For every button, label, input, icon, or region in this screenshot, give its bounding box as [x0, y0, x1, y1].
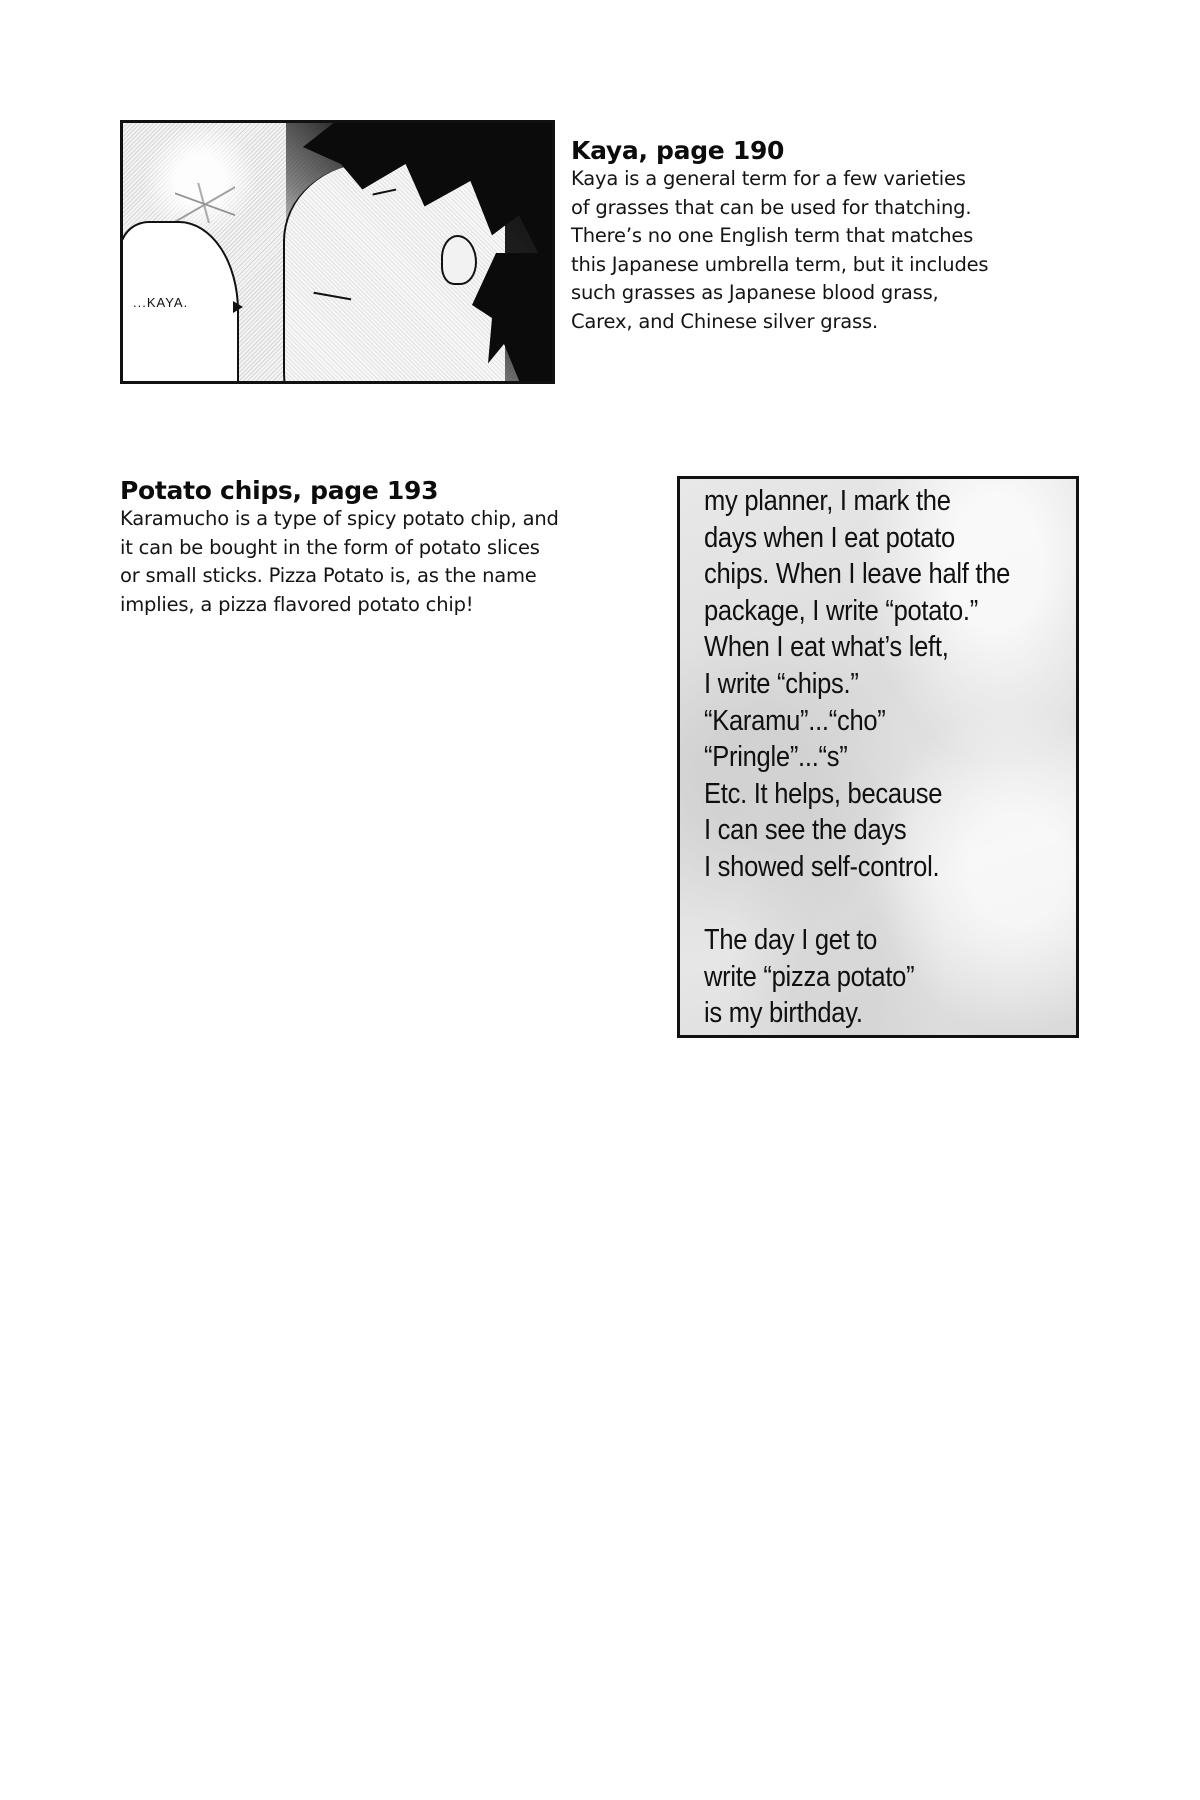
speech-bubble-text: ...KAYA. [133, 295, 189, 310]
note-body-line: such grasses as Japanese blood grass, [571, 281, 939, 304]
manga-panel-kaya [120, 120, 555, 384]
note-title: Potato chips, page 193 [120, 476, 439, 505]
note-body-line: or small sticks. Pizza Potato is, as the name [120, 564, 537, 587]
note-body-line: There’s no one English term that matches [571, 224, 974, 247]
note-body-line: Kaya is a general term for a few varieties [571, 167, 966, 190]
translation-note-potato-chips [120, 477, 640, 619]
planner-line: days when I eat potato [704, 521, 955, 554]
planner-line: “Pringle”...“s” [704, 741, 848, 774]
planner-line: I write “chips.” [704, 667, 859, 700]
planner-line: Etc. It helps, because [704, 777, 943, 810]
note-title: Kaya, page 190 [571, 136, 785, 165]
planner-handwritten-text [704, 483, 1010, 1032]
note-body-line: implies, a pizza flavored potato chip! [120, 592, 474, 616]
planner-line: package, I write “potato.” [704, 594, 978, 627]
note-body-line: Karamucho is a type of spicy potato chip, and [120, 507, 559, 530]
planner-line: When I eat what’s left, [704, 631, 949, 664]
planner-line-blank [704, 886, 1010, 923]
floating-grass-seed-illustration [175, 183, 235, 223]
planner-line: chips. When I leave half the [704, 558, 1011, 591]
note-body [120, 505, 640, 619]
note-body-line: of grasses that can be used for thatching. [571, 195, 972, 219]
planner-line: is my birthday. [704, 997, 863, 1030]
note-body [571, 165, 1091, 336]
speech-bubble-tail [233, 301, 243, 313]
translation-note-kaya [571, 137, 1091, 336]
manga-panel-planner [677, 476, 1079, 1038]
planner-line: I showed self-control. [704, 850, 940, 883]
note-body-line: Carex, and Chinese silver grass. [571, 309, 878, 333]
planner-line: write “pizza potato” [704, 960, 915, 993]
note-body-line: this Japanese umbrella term, but it includes [571, 252, 989, 276]
planner-line: The day I get to [704, 924, 878, 957]
planner-line: I can see the days [704, 814, 907, 847]
character-ear [441, 235, 477, 285]
note-body-line: it can be bought in the form of potato slices [120, 535, 540, 559]
planner-line: my planner, I mark the [704, 485, 951, 517]
planner-line: “Karamu”...“cho” [704, 704, 886, 737]
